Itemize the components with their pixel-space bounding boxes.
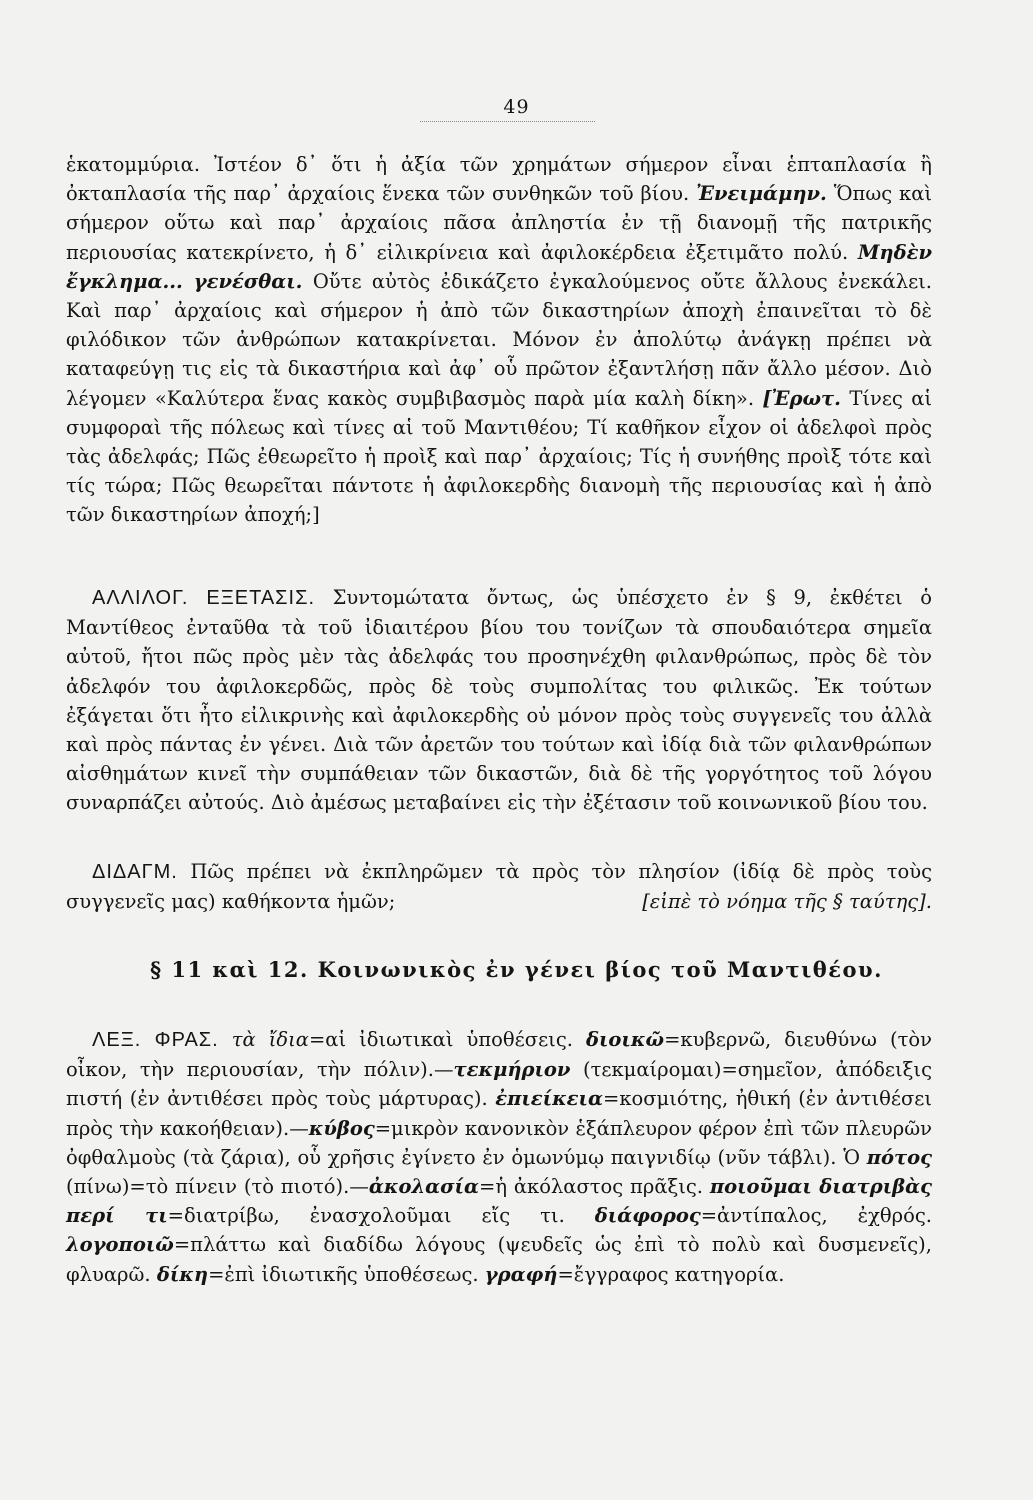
vocab-term: διοικῶ (585, 1028, 665, 1051)
vocab-term: πότος (866, 1145, 933, 1169)
vocab-term: διάφορος (594, 1204, 701, 1228)
commentary-text: ἑκατομμύρια. Ἰστέον δ᾿ ὅτι ἡ ἀξία τῶν χρημάτων σήμερον εἶναι ἑπταπλασία ἢ ὀκταπλασία τῆς παρ᾿ ἀρχαίοις ἕνεκα τῶν συνθηκῶν τοῦ βίου. (66, 153, 932, 206)
vocab-term: τεκμήριον (453, 1058, 571, 1082)
vocab-definition: =ἡ ἀκόλαστος πρᾶξις. (479, 1175, 703, 1199)
lesson-note: [εἰπὲ τὸ νόημα τῆς § ταύτης]. (642, 890, 932, 914)
lemma-term: Ἐνειμάμην. (696, 182, 827, 206)
vocab-term: τὰ ἴδια (231, 1028, 309, 1051)
questions-label: [Ἐρωτ. (762, 386, 841, 410)
page-number: 49 (503, 96, 530, 118)
commentary-text: Ὅπως καὶ σήμερον οὕτω καὶ παρ᾿ ἀρχαίοις πᾶσα ἀπληστία ἐν τῇ διανομῇ τῆς πατρικῆς περιουσίας κατεκρίνετο, ἡ δ᾿ εἰλικρίνεια καὶ ἀφιλοκέρδεια ἐξετιμᾶτο πολύ. (66, 182, 933, 264)
vocab-definition: =διατρίβω, ἐνασχολοῦμαι εἴς τι. (167, 1204, 565, 1228)
vocab-definition: =πλάττω καὶ διαδίδω λόγους (ψευδεῖς ὡς ἐπὶ τὸ πολὺ καὶ δυσμενεῖς), φλυαρῶ. (66, 1233, 932, 1286)
commentary-paragraph (66, 150, 932, 530)
vocab-term: ποιοῦμαι διατριβὰς περί τι (66, 1175, 933, 1228)
vocab-definition: =ἀντίπαλος, ἐχθρός. (700, 1204, 933, 1228)
vocab-term: ἐπιείκεια (495, 1087, 603, 1111)
vocab-definition: =ἔγγραφος κατηγορία. (557, 1262, 785, 1286)
vocab-definition: (πίνω)=τὸ πίνειν (τὸ πιοτό).— (66, 1175, 369, 1199)
vocab-term: κύβος (308, 1116, 375, 1140)
vocab-term: λογοποιῶ (66, 1233, 174, 1257)
examination-paragraph (66, 583, 932, 818)
lesson-text: Πῶς πρέπει νὰ ἐκπληρῶμεν τὰ πρὸς τὸν πλησίον (ἰδίᾳ δὲ πρὸς τοὺς συγγενεῖς μας) καθήκοντα ἡμῶν; (66, 860, 932, 914)
section-heading: § 11 καὶ 12. Κοινωνικὸς ἐν γένει βίος τοῦ Μαντιθέου. (150, 957, 883, 982)
lesson-paragraph (66, 857, 932, 916)
vocab-term: γραφή (484, 1262, 558, 1286)
vocabulary-label: ΛΕΞ. ΦΡΑΣ. (92, 1029, 219, 1051)
vocab-definition: =κυβερνῶ, διευθύνω (τὸν οἶκον, τὴν περιουσίαν, τὴν πόλιν).— (66, 1028, 932, 1082)
vocabulary-paragraph (66, 1025, 932, 1289)
vocab-definition: =αἱ ἰδιωτικαὶ ὑποθέσεις. (308, 1028, 573, 1051)
vocab-definition: =μικρὸν κανονικὸν ἑξάπλευρον φέρον ἐπὶ τῶν πλευρῶν ὀφθαλμοὺς (τὰ ζάρια), οὗ χρῆσις ἐγίνετο ἐν ὁμωνύμῳ παιγνιδίῳ (νῦν τάβλι). Ὁ (66, 1116, 932, 1169)
lemma-term: Μηδὲν ἔγκλημα... γενέσθαι. (66, 240, 932, 293)
questions-text: Τίνες αἱ συμφοραὶ τῆς πόλεως καὶ τίνες αἱ τοῦ Μαντιθέου; Τί καθῆκον εἶχον οἱ ἀδελφοὶ πρὸς τὰς ἀδελφάς; Πῶς ἐθεωρεῖτο ἡ προὶξ καὶ παρ᾿ ἀρχαίοις; Τίς ἡ συνήθης προὶξ τότε καὶ τίς τώρα; Πῶς θεωρεῖται πάντοτε ἡ ἀφιλοκερδὴς διανομὴ τῆς περιουσίας καὶ ἡ ἀπὸ τῶν δικαστηρίων ἀποχή;] (66, 386, 933, 527)
vocab-term: ἀκολασία (368, 1175, 479, 1199)
vocab-definition: =ἐπὶ ἰδιωτικῆς ὑποθέσεως. (208, 1262, 479, 1286)
commentary-text: Οὔτε αὐτὸς ἐδικάζετο ἐγκαλούμενος οὔτε ἄλλους ἐνεκάλει. Καὶ παρ᾿ ἀρχαίοις καὶ σήμερον ἡ ἀπὸ τῶν δικαστηρίων ἀποχὴ ἐπαινεῖται τὸ δὲ φιλόδικον τῶν ἀνθρώπων κατακρίνεται. Μόνον ἐν ἀπολύτῳ ἀνάγκῃ πρέπει νὰ καταφεύγῃ τις εἰς τὰ δικαστήρια καὶ ἀφ᾿ οὗ πρῶτον ἐξαντλήσῃ πᾶν ἄλλο μέσον. Διὸ λέγομεν «Καλύτερα ἕνας κακὸς συμβιβασμὸς παρὰ μία καλὴ δίκη». (66, 269, 933, 410)
vocab-definition: =κοσμιότης, ἠθική (ἐν ἀντιθέσει πρὸς τὴν κακοήθειαν).— (66, 1087, 932, 1140)
vocab-definition: (τεκμαίρομαι)=σημεῖον, ἀπόδειξις πιστή (ἐν ἀντιθέσει πρὸς τοὺς μάρτυρας). (66, 1058, 932, 1111)
examination-label: ΑΛΛΙΛΟΓ. ΕΞΕΤΑΣΙΣ. (92, 587, 316, 609)
vocab-term: δίκη (156, 1262, 209, 1286)
header-rule (420, 121, 595, 122)
lesson-label: ΔΙΔΑΓΜ. (92, 861, 178, 883)
examination-text: Συντομώτατα ὄντως, ὡς ὑπέσχετο ἐν § 9, ἐκθέτει ὁ Μαντίθεος ἐνταῦθα τὰ τοῦ ἰδιαιτέρου βίου του τονίζων τὰ σπουδαιότερα σημεῖα αὐτοῦ, ἤτοι πῶς πρὸς μὲν τὰς ἀδελφάς του προσηνέχθη φιλανθρώπως, πρὸς δὲ τὸν ἀδελφόν του ἀφιλοκερδῶς, πρὸς δὲ τοὺς συμπολίτας του φιλικῶς. Ἐκ τούτων ἐξάγεται ὅτι ἦτο εἰλικρινὴς καὶ ἀφιλοκερδὴς οὐ μόνον πρὸς τοὺς συγγενεῖς του ἀλλὰ καὶ πρὸς πάντας ἐν γένει. Διὰ τῶν ἀρετῶν του τούτων καὶ ἰδίᾳ διὰ τῶν φιλανθρώπων αἰσθημάτων κινεῖ τὴν συμπάθειαν τῶν δικαστῶν, διὰ δὲ τῆς γοργότητος τοῦ λόγου συναρπάζει αὐτούς. Διὸ ἀμέσως μεταβαίνει εἰς τὴν ἐξέτασιν τοῦ κοινωνικοῦ βίου του. (66, 586, 933, 815)
